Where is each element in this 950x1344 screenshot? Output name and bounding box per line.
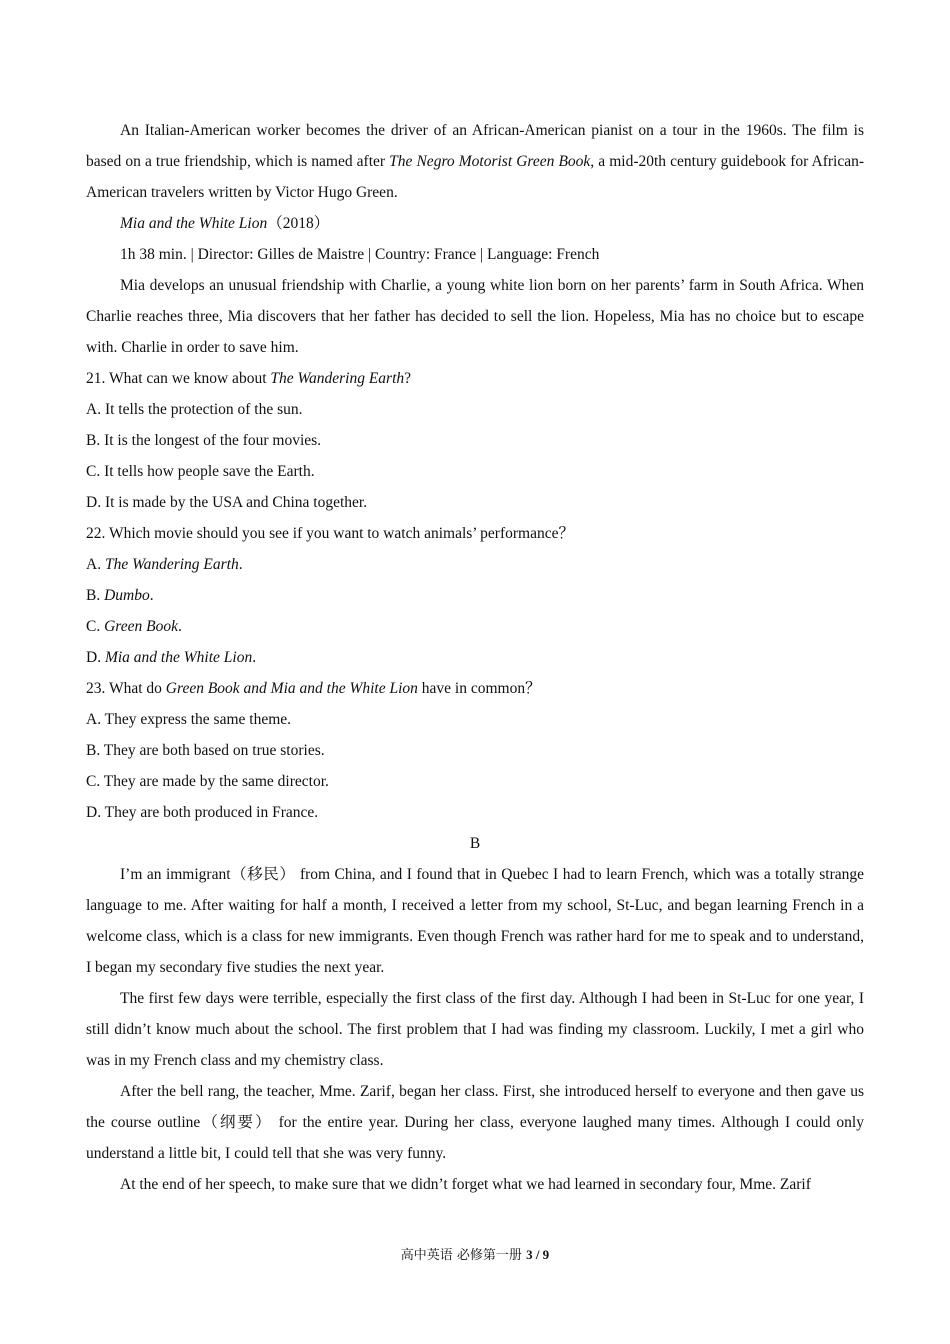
q22-option-b: B. Dumbo. — [86, 587, 154, 604]
q23-option-b: B. They are both based on true stories. — [86, 742, 325, 759]
page-number: 3 / 9 — [526, 1247, 550, 1262]
q23-option-d: D. They are both produced in France. — [86, 804, 319, 821]
question-23: 23. What do Green Book and Mia and the White Lion have in common？ — [86, 680, 541, 697]
q21-option-b: B. It is the longest of the four movies. — [86, 432, 322, 449]
movie-title-mia: Mia and the White Lion（2018） — [120, 215, 330, 232]
q21-option-a: A. It tells the protection of the sun. — [86, 401, 303, 418]
q22-option-c: C. Green Book. — [86, 618, 182, 635]
question-22: 22. Which movie should you see if you want to watch animals’ performance？ — [86, 525, 574, 542]
section-label-b: B — [469, 835, 481, 852]
movie-info-mia: 1h 38 min. | Director: Gilles de Maistre | Country: France | Language: French — [120, 246, 600, 263]
passage-b-paragraph-2: The first few days were terrible, especially the first class of the first day. Although I had been in St-Luc for one year, I still didn’t know much about the school. The first problem that I had was finding my classroom. Luckily, I met a girl who was in my French class and my chemistry class. — [86, 990, 864, 1069]
guidebook-title: The Negro Motorist Green Book — [389, 153, 591, 170]
passage-b-paragraph-1: I’m an immigrant（移民） from China, and I found that in Quebec I had to learn French, which was a totally strange language to me. After waiting for half a month, I received a letter from my school, St-Luc, and began learning French in a welcome class, which is a class for new immigrants. Even though French was rather hard for me to speak and to understand, I began my secondary five studies the next year. — [86, 866, 864, 976]
passage-b-paragraph-4: At the end of her speech, to make sure that we didn’t forget what we had learned in secondary four, Mme. Zarif — [120, 1176, 811, 1193]
passage-b-paragraph-3: After the bell rang, the teacher, Mme. Zarif, began her class. First, she introduced herself to everyone and then gave us the course outline（纲要） for the entire year. During her class, everyone laughed many times. Although I could only understand a little bit, I could tell that she was very funny. — [86, 1083, 864, 1162]
footer-course: 高中英语 必修第一册 — [400, 1248, 527, 1263]
mia-description: Mia develops an unusual friendship with Charlie, a young white lion born on her parents’ farm in South Africa. When Charlie reaches three, Mia discovers that her father has decided to sell the lion. Hopeless, Mia has no choice but to escape with. Charlie in order to save him. — [86, 277, 864, 356]
q23-option-c: C. They are made by the same director. — [86, 773, 329, 790]
q21-option-c: C. It tells how people save the Earth. — [86, 463, 315, 480]
q22-option-a: A. The Wandering Earth. — [86, 556, 243, 573]
page-footer — [0, 1244, 950, 1263]
document-page — [86, 115, 864, 1200]
q22-option-d: D. Mia and the White Lion. — [86, 649, 257, 666]
q21-option-d: D. It is made by the USA and China together. — [86, 494, 368, 511]
q23-option-a: A. They express the same theme. — [86, 711, 292, 728]
question-21: 21. What can we know about The Wandering Earth? — [86, 370, 412, 387]
green-book-description: An Italian-American worker becomes the driver of an African-American pianist on a tour in the 1960s. The film is based on a true friendship, which is named after The Negro Motorist Green Book, a mid-20th century guidebook for African-American travelers written by Victor Hugo Green. — [86, 122, 864, 201]
